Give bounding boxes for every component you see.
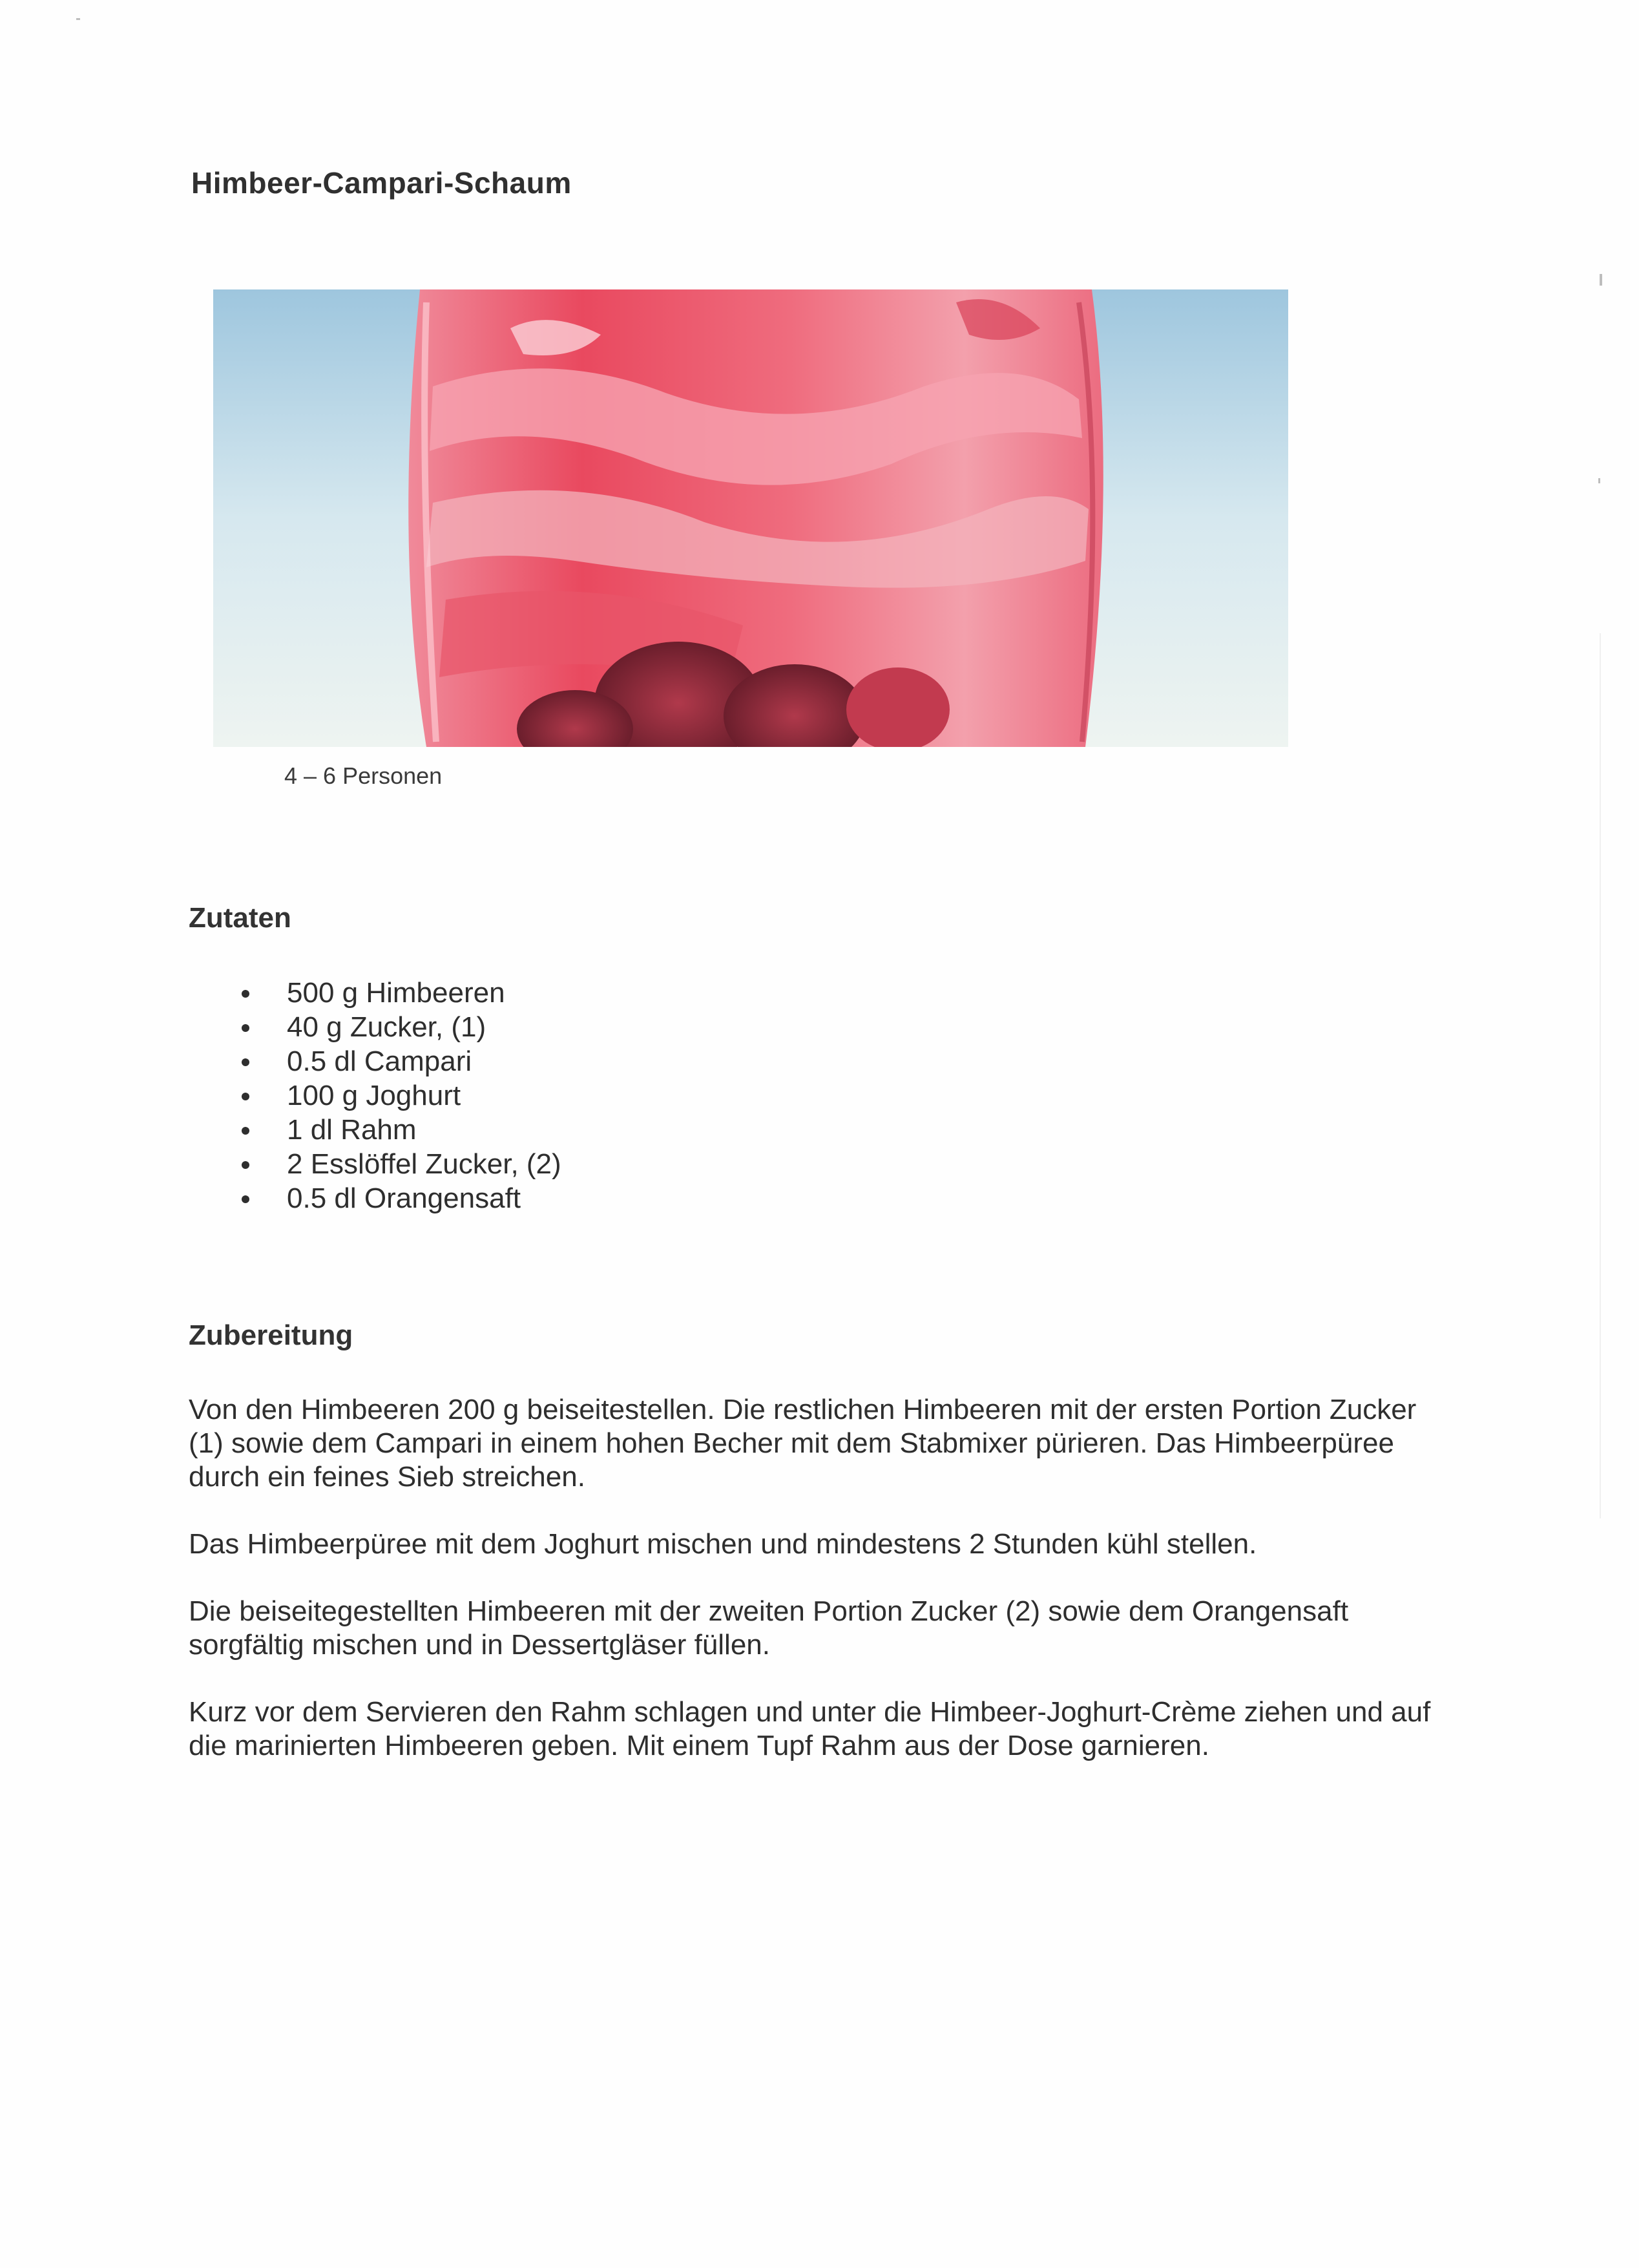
preparation-paragraph: Von den Himbeeren 200 g beiseitestellen. Die restlichen Himbeeren mit der ersten Portion Zucker (1) sowie dem Campari in einem hohen Becher mit dem Stabmixer pürieren. Das Himbeerpüree durch ein feines Sieb streichen. [189,1394,1417,1493]
ingredients-list [239,976,561,1215]
bullet-icon [242,1093,249,1100]
scan-speck [76,18,80,20]
recipe-title: Himbeer-Campari-Schaum [191,166,572,200]
bullet-icon [242,990,249,998]
list-item: 40 g Zucker, (1) [239,1010,561,1044]
list-item: 500 g Himbeeren [239,976,561,1010]
scan-speck [1600,633,1601,1518]
bullet-icon [242,1127,249,1135]
preparation-paragraph: Kurz vor dem Servieren den Rahm schlagen und unter die Himbeer-Joghurt-Crème ziehen und auf die marinierten Himbeeren geben. Mit einem Tupf Rahm aus der Dose garnieren. [189,1696,1431,1761]
list-item: 2 Esslöffel Zucker, (2) [239,1147,561,1181]
dessert-photo-icon [213,289,1288,747]
bullet-icon [242,1058,249,1066]
scan-speck [1600,274,1602,286]
servings-label: 4 – 6 Personen [284,762,443,789]
dessert-photo [213,289,1288,747]
bullet-icon [242,1161,249,1169]
list-item: 0.5 dl Orangensaft [239,1181,561,1215]
list-item: 1 dl Rahm [239,1113,561,1147]
preparation-paragraph: Die beiseitegestellten Himbeeren mit der zweiten Portion Zucker (2) sowie dem Orangensaft sorgfältig mischen und in Dessertgläser füllen. [189,1595,1349,1661]
preparation-heading: Zubereitung [189,1319,353,1351]
scan-speck [1598,478,1600,483]
list-item: 0.5 dl Campari [239,1044,561,1078]
preparation-steps [189,1393,1442,1796]
ingredients-heading: Zutaten [189,902,291,934]
bullet-icon [242,1024,249,1032]
list-item: 100 g Joghurt [239,1078,561,1113]
preparation-paragraph: Das Himbeerpüree mit dem Joghurt mischen und mindestens 2 Stunden kühl stellen. [189,1528,1257,1560]
bullet-icon [242,1195,249,1203]
